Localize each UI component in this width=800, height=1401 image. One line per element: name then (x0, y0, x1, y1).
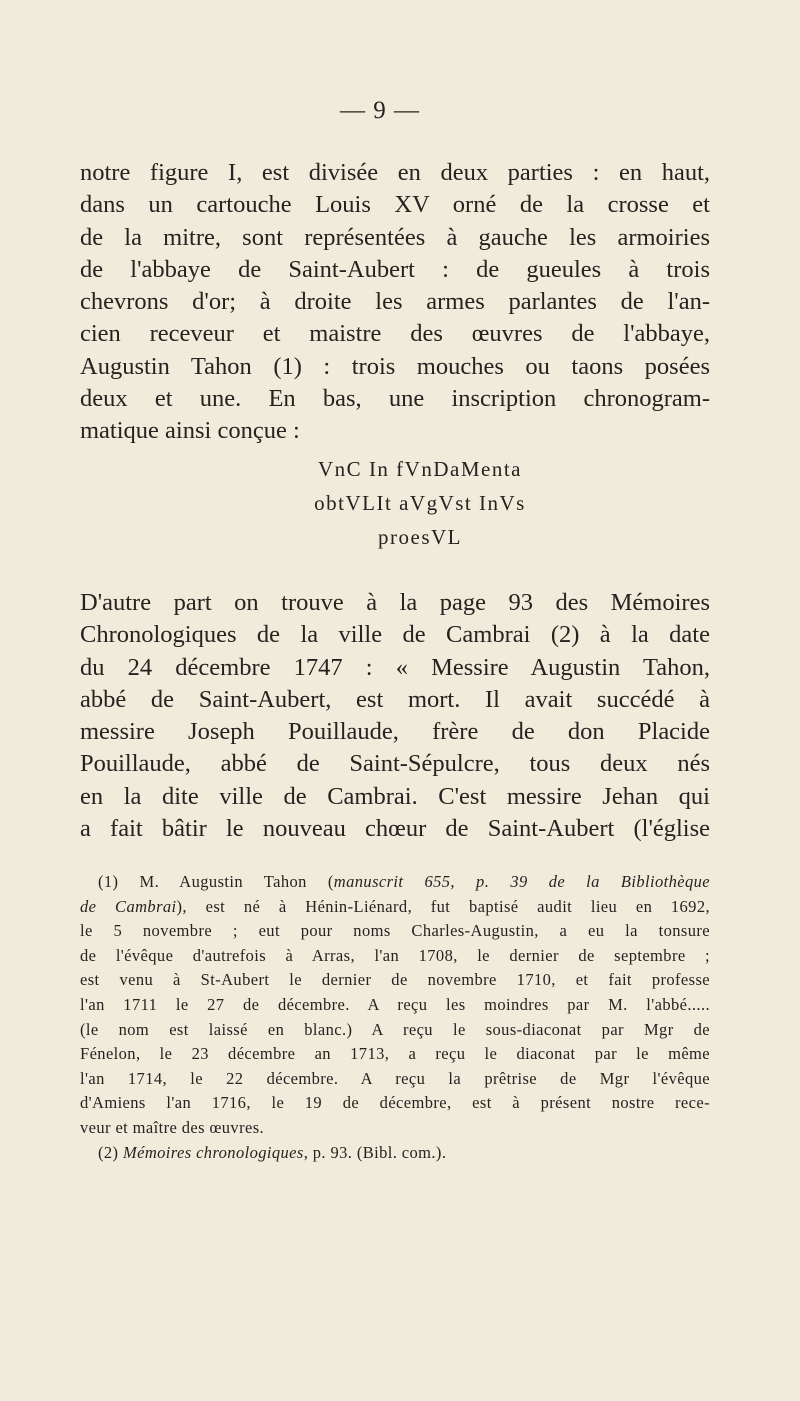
footnote-text: , p. 93. (Bibl. com.). (303, 1142, 447, 1162)
footnote-italic: manuscrit 655, p. 39 de la Bibliothèque (333, 872, 711, 891)
text-line: Augustin Tahon (1) : trois mouches ou taons posées (80, 352, 710, 380)
footnote-text: (2) (98, 1142, 123, 1162)
text-line: matique ainsi conçue : (80, 417, 300, 445)
footnote-italic: Mémoires chronologiques (122, 1142, 304, 1162)
page-number: — 9 — (340, 97, 420, 124)
chronogram-inscription (80, 452, 760, 554)
text-line: de la mitre, sont représentées à gauche les armoiries (80, 223, 710, 251)
text-line: dans un cartouche Louis XV orné de la crosse et (80, 191, 710, 219)
text-line: deux et une. En bas, une inscription chronogram- (80, 385, 710, 413)
footnote-1-line: le 5 novembre ; eut pour noms Charles-Augustin, a eu la tonsure (80, 921, 710, 941)
text-line: Pouillaude, abbé de Saint-Sépulcre, tous deux nés (80, 750, 710, 778)
text-line: en la dite ville de Cambrai. C'est messire Jehan qui (80, 782, 710, 810)
inscription-line: obtVLIt aVgVst InVs (314, 491, 526, 515)
footnote-1-line: l'an 1711 le 27 de décembre. A reçu les moindres par M. l'abbé..... (80, 994, 710, 1014)
text-line: D'autre part on trouve à la page 93 des Mémoires (80, 589, 710, 616)
text-line: de l'abbaye de Saint-Aubert : de gueules à trois (80, 255, 710, 283)
paragraph-1 (80, 157, 710, 448)
text-line: messire Joseph Pouillaude, frère de don Placide (80, 718, 710, 746)
text-line: du 24 décembre 1747 : « Messire Augustin Tahon, (80, 653, 710, 681)
footnote-2-line (80, 1141, 710, 1166)
footnote-1-line (80, 870, 710, 895)
text-line: a fait bâtir le nouveau chœur de Saint-Aubert (l'église (80, 815, 710, 843)
footnote-1-line: l'an 1714, le 22 décembre. A reçu la prêtrise de Mgr l'évêque (80, 1068, 710, 1088)
inscription-line: VnC In fVnDaMenta (318, 457, 522, 481)
footnote-1-line (80, 895, 710, 920)
text-line: Chronologiques de la ville de Cambrai (2) à la date (80, 621, 710, 649)
paragraph-2 (80, 587, 710, 845)
footnote-1-line: est venu à St-Aubert le dernier de novembre 1710, et fait professe (80, 970, 710, 990)
text-line: abbé de Saint-Aubert, est mort. Il avait succédé à (80, 685, 710, 713)
inscription-line: proesVL (378, 525, 462, 549)
text-line: cien receveur et maistre des œuvres de l'abbaye, (80, 320, 710, 348)
footnotes (80, 870, 710, 1165)
footnote-1-line: de l'évêque d'autrefois à Arras, l'an 1708, le dernier de septembre ; (80, 945, 710, 965)
footnote-1-line: Fénelon, le 23 décembre an 1713, a reçu le diaconat par le même (80, 1044, 710, 1064)
footnote-text: (1) M. Augustin Tahon ( (98, 872, 334, 891)
footnote-text: ), est né à Hénin-Liénard, fut baptisé audit lieu en 1692, (176, 896, 711, 916)
footnote-italic: de Cambrai (80, 896, 177, 916)
text-line: chevrons d'or; à droite les armes parlantes de l'an- (80, 288, 710, 316)
footnote-1-line: veur et maître des œuvres. (80, 1117, 265, 1137)
footnote-1-line: (le nom est laissé en blanc.) A reçu le sous-diaconat par Mgr de (80, 1019, 710, 1039)
text-line: notre figure I, est divisée en deux parties : en haut, (80, 159, 710, 186)
footnote-1-line: d'Amiens l'an 1716, le 19 de décembre, est à présent nostre rece- (80, 1093, 710, 1113)
